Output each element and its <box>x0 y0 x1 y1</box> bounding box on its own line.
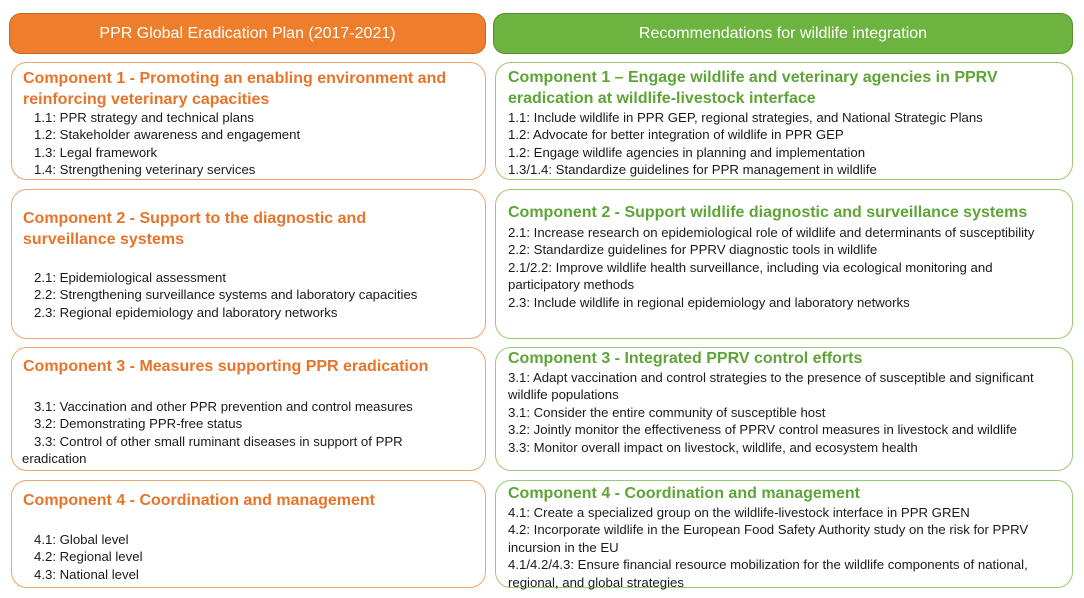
gep-component-4-list <box>34 531 143 583</box>
wildlife-component-4-title: Component 4 - Coordination and management <box>508 485 861 502</box>
list-item: 1.1: PPR strategy and technical plans <box>34 110 254 125</box>
left-column-header: PPR Global Eradication Plan (2017-2021) <box>9 13 486 54</box>
list-item: 1.3/1.4: Standardize guidelines for PPR management in wildlife <box>508 162 877 178</box>
list-item: 4.1: Create a specialized group on the wildlife-livestock interface in PPR GREN <box>508 505 970 520</box>
list-item: 3.1: Adapt vaccination and control strategies to the presence of susceptible and significant wildlife populations <box>508 370 1034 403</box>
gep-component-3-list <box>22 398 462 468</box>
list-item: 2.1: Epidemiological assessment <box>34 270 227 285</box>
list-item: 2.2: Standardize guidelines for PPRV diagnostic tools in wildlife <box>508 242 878 258</box>
wildlife-component-1-box <box>495 62 1073 180</box>
gep-component-2-title: Component 2 - Support to the diagnostic and surveillance systems <box>23 210 367 248</box>
list-item: 3.3: Control of other small ruminant diseases in support of PPR eradication <box>22 433 403 467</box>
gep-component-4-box <box>11 480 486 588</box>
wildlife-component-3-title: Component 3 - Integrated PPRV control efforts <box>508 350 863 367</box>
right-column-header: Recommendations for wildlife integration <box>493 13 1073 54</box>
list-item: 2.3: Include wildlife in regional epidemiology and laboratory networks <box>508 294 910 310</box>
list-item: 3.1: Consider the entire community of susceptible host <box>508 404 826 420</box>
gep-component-3-title: Component 3 - Measures supporting PPR eradication <box>23 358 429 375</box>
list-item: 4.1/4.2/4.3: Ensure financial resource mobilization for the wildlife components of national, regional, and global strategies <box>508 557 1028 590</box>
list-item: 1.2: Advocate for better integration of wildlife in PPR GEP <box>508 127 844 143</box>
list-item: 3.2: Jointly monitor the effectiveness of PPRV control measures in livestock and wildlife <box>508 422 1017 438</box>
wildlife-component-2-box <box>495 189 1073 339</box>
wildlife-component-4-list <box>508 504 1062 591</box>
gep-component-3-box <box>11 347 486 471</box>
list-item: 1.2: Stakeholder awareness and engagement <box>34 127 301 143</box>
list-item: 2.1: Increase research on epidemiological role of wildlife and determinants of susceptibility <box>508 225 1035 240</box>
list-item: 3.3: Monitor overall impact on livestock, wildlife, and ecosystem health <box>508 439 918 455</box>
list-item: 4.2: Regional level <box>34 549 143 565</box>
list-item: 3.1: Vaccination and other PPR prevention and control measures <box>34 399 413 414</box>
list-item: 2.2: Strengthening surveillance systems and laboratory capacities <box>34 287 418 303</box>
list-item: 2.3: Regional epidemiology and laboratory networks <box>34 304 338 320</box>
wildlife-component-3-list <box>508 369 1062 456</box>
list-item: 3.2: Demonstrating PPR-free status <box>34 416 243 432</box>
wildlife-component-2-title: Component 2 - Support wildlife diagnostic and surveillance systems <box>508 204 1028 221</box>
wildlife-component-4-box <box>495 480 1073 588</box>
list-item: 1.4: Strengthening veterinary services <box>34 162 256 178</box>
list-item: 4.1: Global level <box>34 532 129 547</box>
list-item: 1.1: Include wildlife in PPR GEP, regional strategies, and National Strategic Plans <box>508 110 983 125</box>
gep-component-2-box <box>11 189 486 339</box>
list-item: 1.3: Legal framework <box>34 144 158 160</box>
wildlife-component-1-list <box>508 109 1062 179</box>
wildlife-component-3-box <box>495 347 1073 471</box>
gep-component-4-title: Component 4 - Coordination and management <box>23 492 376 509</box>
list-item: 4.3: National level <box>34 566 139 582</box>
gep-component-1-list <box>34 109 300 179</box>
wildlife-component-2-list <box>508 224 1062 311</box>
wildlife-component-1-title: Component 1 – Engage wildlife and veterinary agencies in PPRV eradication at wildlife-livestock interface <box>508 69 998 107</box>
list-item: 1.2: Engage wildlife agencies in planning and implementation <box>508 144 866 160</box>
list-item: 4.2: Incorporate wildlife in the European Food Safety Authority study on the risk for PPRV incursion in the EU <box>508 522 1029 555</box>
gep-component-2-list <box>34 269 417 321</box>
list-item: 2.1/2.2: Improve wildlife health surveillance, including via ecological monitoring and participatory methods <box>508 259 993 293</box>
gep-component-1-title: Component 1 - Promoting an enabling environment and reinforcing veterinary capacities <box>23 70 447 108</box>
gep-component-1-box <box>11 62 486 180</box>
